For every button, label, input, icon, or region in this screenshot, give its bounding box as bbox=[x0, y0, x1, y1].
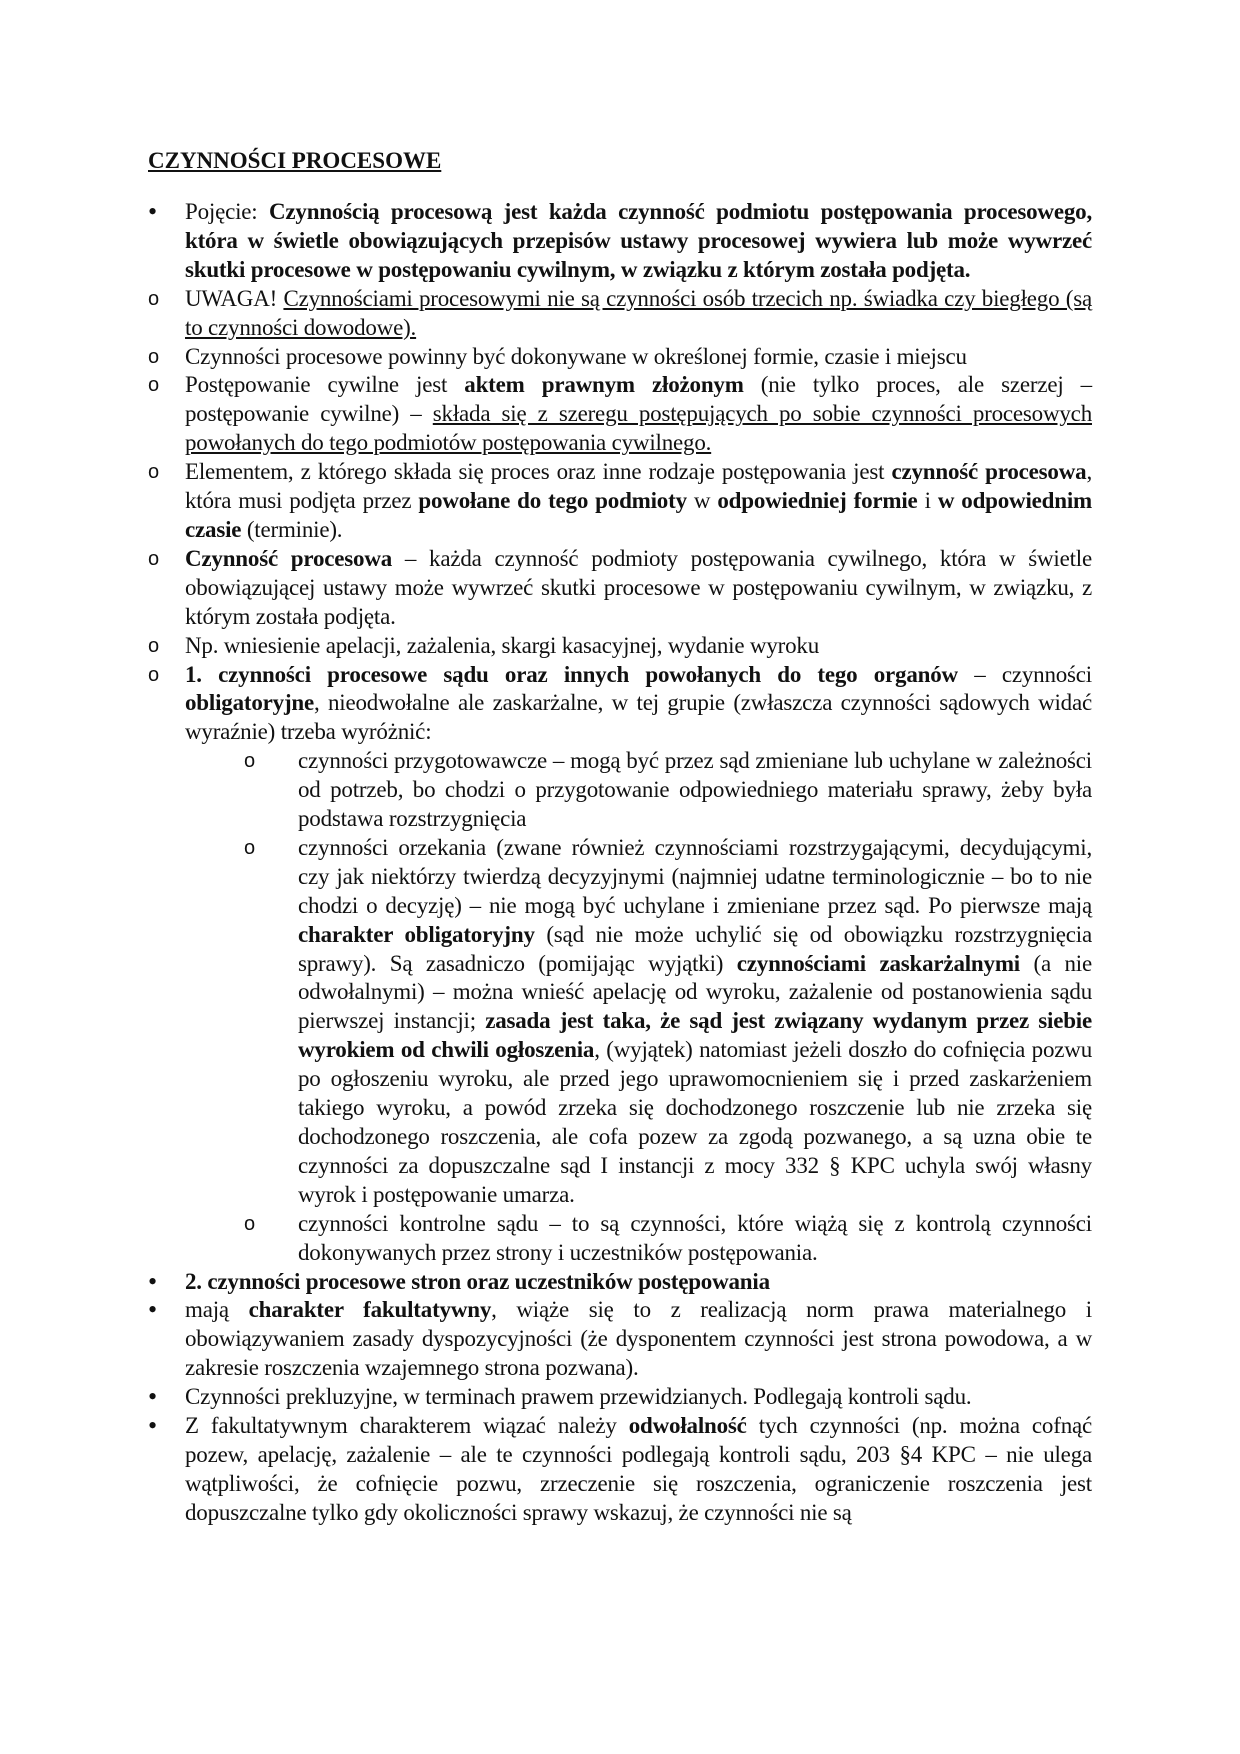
text: mają bbox=[185, 1297, 249, 1323]
text: Pojęcie: bbox=[185, 199, 269, 224]
bullet-circle-icon: o bbox=[148, 663, 159, 686]
bold-text: Czynnością procesową jest każda czynność podmiotu postępowania procesowego, która w świetle obowiązujących przepisów ustawy procesowej wywiera lub może wywrzeć skutki procesowe w postępowaniu cywilnym, w związku z którym została podjęta. bbox=[185, 199, 1092, 282]
sub-list-item bbox=[148, 747, 1092, 834]
bullet-dot-icon: • bbox=[148, 197, 157, 226]
bold-text: zasada jest taka, że sąd jest związany wydanym przez siebie wyrokiem od chwili ogłoszenia bbox=[298, 1008, 1092, 1063]
underlined-text: składa się z szeregu postępujących po sobie czynności procesowych powołanych do tego podmiotów postępowania cywilnego. bbox=[185, 401, 1092, 456]
text: , nieodwołalne ale zaskarżalne, w tej grupie (zwłaszcza czynności sądowych widać wyraźnie) trzeba wyróżnić: bbox=[185, 690, 1092, 745]
underlined-text: Czynnościami procesowymi nie są czynności osób trzecich np. świadka czy biegłego (są to czynności dowodowe). bbox=[185, 285, 1092, 340]
text: Czynności prekluzyjne, w terminach prawem przewidzianych. Podlegają kontroli sądu. bbox=[185, 1384, 972, 1410]
bold-text: odpowiedniej formie bbox=[717, 488, 918, 514]
bullet-circle-icon: o bbox=[148, 547, 159, 570]
bullet-dot-icon: • bbox=[148, 1382, 157, 1412]
bold-text: w odpowiednim czasie bbox=[185, 488, 1092, 542]
list-item bbox=[148, 1383, 1092, 1412]
text: Postępowanie cywilne jest bbox=[185, 372, 465, 398]
bullet-circle-icon: o bbox=[244, 1212, 255, 1235]
text: , (wyjątek) natomiast jeżeli doszło do cofnięcia pozwu po ogłoszeniu wyroku, ale przed jego uprawomocnieniem się i przed zaskarżeniem takiego wyroku, a powód zrzeka się dochodzonego roszczenie lub nie zrzeka się dochodzonego roszczenia, ale cofa pozew za zgodą pozwanego, a są uzna obie te czynności za dopuszczalne sąd I instancji z mocy 332 § KPC uchyla swój własny wyrok i postępowanie umarza. bbox=[298, 1037, 1092, 1207]
list-item bbox=[148, 545, 1092, 632]
list-item bbox=[148, 1412, 1092, 1528]
bold-text: odwołalność bbox=[628, 1413, 747, 1439]
bullet-circle-icon: o bbox=[148, 287, 159, 310]
text: tych czynności (np. można cofnąć pozew, apelację, zażalenie – ale te czynności podlegają kontroli sądu, 203 §4 KPC – nie ulega wątpliwości, że cofnięcie pozwu, zrzeczenie się roszczenia, ograniczenie roszczenia jest dopuszczalne tylko gdy okoliczności sprawy wskazuj, że czynności nie są bbox=[185, 1413, 1093, 1525]
bullet-circle-icon: o bbox=[148, 345, 159, 368]
document-page bbox=[148, 146, 1092, 1528]
list-item bbox=[148, 1296, 1092, 1383]
bold-text: powołane do tego podmioty bbox=[418, 488, 687, 514]
bold-text: obligatoryjne bbox=[185, 690, 314, 716]
bullet-circle-icon: o bbox=[148, 461, 159, 484]
list-item bbox=[148, 371, 1092, 458]
sub-list-item bbox=[148, 1210, 1092, 1268]
bold-text: charakter obligatoryjny bbox=[298, 921, 535, 947]
bullet-dot-icon: • bbox=[148, 1411, 157, 1441]
list-item bbox=[148, 1268, 1092, 1297]
list-item bbox=[148, 458, 1092, 545]
bold-text: aktem prawnym złożonym bbox=[464, 372, 744, 398]
bold-text: 1. czynności procesowe sądu oraz innych powołanych do tego organów bbox=[185, 661, 958, 687]
text: Czynności procesowe powinny być dokonywane w określonej formie, czasie i miejscu bbox=[185, 343, 967, 369]
bold-text: czynność procesowa bbox=[891, 459, 1087, 485]
document-title: CZYNNOŚCI PROCESOWE bbox=[148, 148, 442, 173]
text: UWAGA! bbox=[185, 285, 284, 311]
text: (nie tylko proces, ale szerzej – postępowanie cywilne) – bbox=[185, 372, 1092, 427]
text: – czynności bbox=[957, 661, 1092, 687]
text: – każda czynność podmioty postępowania cywilnego, która w świetle obowiązującej ustawy może wywrzeć skutki procesowe w postępowaniu cywilnym, w związku, z którym została podjęta. bbox=[185, 545, 1092, 629]
list-item bbox=[148, 632, 1092, 661]
text: (sąd nie może uchylić się od obowiązku rozstrzygnięcia sprawy). Są zasadniczo (pomijając wyjątki) bbox=[298, 921, 1092, 976]
notes-list bbox=[148, 198, 1092, 1528]
bullet-dot-icon: • bbox=[148, 1266, 157, 1296]
list-item bbox=[148, 661, 1092, 748]
list-item bbox=[148, 198, 1092, 285]
bold-text: czynnościami zaskarżalnymi bbox=[736, 950, 1020, 976]
bullet-circle-icon: o bbox=[148, 634, 159, 657]
text: Elementem, z którego składa się proces oraz inne rodzaje postępowania jest bbox=[185, 459, 892, 485]
text: , która musi podjęta przez bbox=[185, 459, 1092, 514]
text: (a nie odwołalnymi) – można wnieść apelację od wyroku, zażalenie od postanowienia sądu pierwszej instancji; bbox=[298, 950, 1092, 1034]
text: czynności kontrolne sądu – to są czynności, które wiążą się z kontrolą czynności dokonywanych przez strony i uczestników postępowania. bbox=[298, 1210, 1092, 1265]
sub-list-item bbox=[148, 834, 1092, 1210]
text: i bbox=[917, 488, 938, 514]
text: czynności przygotowawcze – mogą być przez sąd zmieniane lub uchylane w zależności od potrzeb, bo chodzi o przygotowanie odpowiedniego materiału sprawy, żeby była podstawa rozstrzygnięcia bbox=[298, 748, 1092, 832]
bold-text: 2. czynności procesowe stron oraz uczestników postępowania bbox=[185, 1268, 770, 1294]
text: (terminie). bbox=[241, 516, 343, 542]
text: , wiąże się to z realizacją norm prawa materialnego i obowiązywaniem zasady dyspozycyjności (że dysponentem czynności jest strona powodowa, a w zakresie roszczenia wzajemnego strona pozwana). bbox=[185, 1297, 1092, 1381]
text: Z fakultatywnym charakterem wiązać należy bbox=[185, 1413, 629, 1439]
list-item bbox=[148, 285, 1092, 343]
text: czynności orzekania (zwane również czynnościami rozstrzygającymi, decydującymi, czy jak niektórzy twierdzą decyzyjnymi (najmniej udatne terminologicznie – bo to nie chodzi o decyzję) – nie mogą być uchylane i zmieniane przez sąd. Po pierwsze mają bbox=[298, 834, 1092, 918]
bullet-dot-icon: • bbox=[148, 1295, 157, 1325]
bold-text: charakter fakultatywny bbox=[248, 1297, 492, 1323]
bullet-circle-icon: o bbox=[244, 750, 255, 773]
list-item bbox=[148, 343, 1092, 372]
text: w bbox=[686, 488, 718, 514]
bullet-circle-icon: o bbox=[148, 374, 159, 397]
text: Np. wniesienie apelacji, zażalenia, skargi kasacyjnej, wydanie wyroku bbox=[185, 632, 819, 658]
bullet-circle-icon: o bbox=[244, 836, 255, 859]
bold-text: Czynność procesowa bbox=[185, 545, 393, 571]
